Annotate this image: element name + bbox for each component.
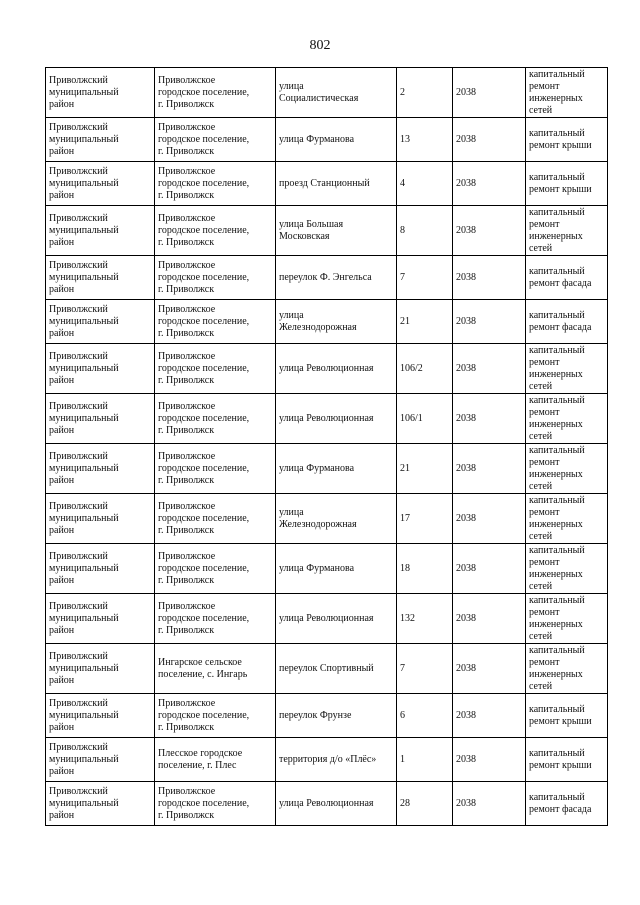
year-cell-text: 2038 [456, 362, 476, 374]
year-cell [453, 256, 526, 300]
house-number-cell [397, 206, 453, 256]
house-number-cell [397, 694, 453, 738]
street-cell [276, 782, 397, 826]
table-row [46, 694, 608, 738]
year-cell-text: 2038 [456, 753, 476, 765]
house-number-cell [397, 394, 453, 444]
year-cell [453, 782, 526, 826]
works-type-cell [526, 494, 608, 544]
district-cell [46, 594, 155, 644]
street-cell [276, 738, 397, 782]
street-cell [276, 300, 397, 344]
street-cell [276, 594, 397, 644]
table-row [46, 782, 608, 826]
district-cell [46, 694, 155, 738]
house-number-cell-text: 1 [400, 753, 405, 765]
year-cell [453, 694, 526, 738]
year-cell [453, 344, 526, 394]
street-cell-text: переулок Фрунзе [279, 709, 352, 721]
year-cell [453, 206, 526, 256]
works-type-cell [526, 118, 608, 162]
year-cell-text: 2038 [456, 512, 476, 524]
district-cell [46, 256, 155, 300]
works-type-cell [526, 206, 608, 256]
street-cell [276, 394, 397, 444]
house-number-cell [397, 118, 453, 162]
street-cell [276, 444, 397, 494]
year-cell [453, 300, 526, 344]
year-cell [453, 594, 526, 644]
works-type-cell [526, 394, 608, 444]
works-type-cell-text: капитальный ремонт фасада [529, 791, 592, 815]
district-cell-text: Приволжский муниципальный район [49, 785, 119, 821]
works-type-cell-text: капитальный ремонт инженерных сетей [529, 644, 585, 692]
year-cell-text: 2038 [456, 462, 476, 474]
works-type-cell [526, 300, 608, 344]
table-row [46, 162, 608, 206]
works-type-cell [526, 594, 608, 644]
works-type-cell [526, 544, 608, 594]
settlement-cell-text: Приволжское городское поселение, г. Приволжск [158, 121, 250, 157]
street-cell [276, 256, 397, 300]
works-type-cell-text: капитальный ремонт фасада [529, 309, 592, 333]
house-number-cell-text: 13 [400, 133, 410, 145]
settlement-cell-text: Плесское городское поселение, г. Плес [158, 747, 243, 771]
settlement-cell-text: Ингарское сельское поселение, с. Ингарь [158, 656, 248, 680]
page-number: 802 [309, 38, 331, 53]
settlement-cell-text: Приволжское городское поселение, г. Приволжск [158, 74, 250, 110]
house-number-cell [397, 344, 453, 394]
settlement-cell-text: Приволжское городское поселение, г. Приволжск [158, 550, 250, 586]
settlement-cell-text: Приволжское городское поселение, г. Приволжск [158, 450, 250, 486]
district-cell [46, 344, 155, 394]
table-row [46, 118, 608, 162]
house-number-cell-text: 21 [400, 315, 410, 327]
house-number-cell [397, 544, 453, 594]
settlement-cell [155, 344, 276, 394]
house-number-cell-text: 7 [400, 662, 405, 674]
settlement-cell-text: Приволжское городское поселение, г. Приволжск [158, 400, 250, 436]
district-cell-text: Приволжский муниципальный район [49, 74, 119, 110]
district-cell-text: Приволжский муниципальный район [49, 212, 119, 248]
street-cell [276, 206, 397, 256]
house-number-cell-text: 2 [400, 86, 405, 98]
district-cell [46, 444, 155, 494]
district-cell [46, 394, 155, 444]
street-cell-text: улица Революционная [279, 362, 374, 374]
year-cell [453, 444, 526, 494]
district-cell [46, 118, 155, 162]
table-row [46, 300, 608, 344]
year-cell-text: 2038 [456, 662, 476, 674]
works-type-cell [526, 444, 608, 494]
year-cell [453, 68, 526, 118]
district-cell [46, 206, 155, 256]
works-type-cell-text: капитальный ремонт фасада [529, 265, 592, 289]
settlement-cell-text: Приволжское городское поселение, г. Приволжск [158, 785, 250, 821]
works-type-cell [526, 68, 608, 118]
street-cell [276, 494, 397, 544]
house-number-cell-text: 132 [400, 612, 415, 624]
works-type-cell-text: капитальный ремонт крыши [529, 747, 592, 771]
street-cell [276, 162, 397, 206]
table-row [46, 444, 608, 494]
house-number-cell-text: 8 [400, 224, 405, 236]
settlement-cell [155, 394, 276, 444]
street-cell-text: улица Большая Московская [279, 218, 344, 242]
house-number-cell [397, 738, 453, 782]
house-number-cell [397, 644, 453, 694]
table-body [46, 68, 608, 826]
works-type-cell [526, 738, 608, 782]
works-type-cell [526, 644, 608, 694]
district-cell [46, 644, 155, 694]
house-number-cell [397, 256, 453, 300]
district-cell [46, 300, 155, 344]
district-cell-text: Приволжский муниципальный район [49, 697, 119, 733]
works-type-cell-text: капитальный ремонт крыши [529, 703, 592, 727]
works-type-cell [526, 256, 608, 300]
district-cell [46, 162, 155, 206]
works-type-cell-text: капитальный ремонт крыши [529, 171, 592, 195]
house-number-cell [397, 444, 453, 494]
year-cell [453, 494, 526, 544]
settlement-cell-text: Приволжское городское поселение, г. Приволжск [158, 165, 250, 201]
district-cell-text: Приволжский муниципальный район [49, 121, 119, 157]
settlement-cell [155, 206, 276, 256]
settlement-cell-text: Приволжское городское поселение, г. Приволжск [158, 259, 250, 295]
settlement-cell [155, 544, 276, 594]
settlement-cell [155, 738, 276, 782]
house-number-cell-text: 106/1 [400, 412, 423, 424]
district-cell [46, 494, 155, 544]
table-row [46, 344, 608, 394]
settlement-cell [155, 694, 276, 738]
district-cell-text: Приволжский муниципальный район [49, 550, 119, 586]
table-row [46, 256, 608, 300]
settlement-cell [155, 594, 276, 644]
works-type-cell-text: капитальный ремонт инженерных сетей [529, 494, 585, 542]
district-cell-text: Приволжский муниципальный район [49, 500, 119, 536]
street-cell-text: территория д/о «Плёс» [279, 753, 377, 765]
year-cell [453, 738, 526, 782]
district-cell [46, 782, 155, 826]
table-row [46, 644, 608, 694]
works-type-cell-text: капитальный ремонт инженерных сетей [529, 544, 585, 592]
settlement-cell-text: Приволжское городское поселение, г. Приволжск [158, 212, 250, 248]
house-number-cell [397, 68, 453, 118]
works-type-cell-text: капитальный ремонт инженерных сетей [529, 594, 585, 642]
works-type-cell [526, 344, 608, 394]
settlement-cell [155, 68, 276, 118]
street-cell-text: переулок Спортивный [279, 662, 374, 674]
table-row [46, 68, 608, 118]
house-number-cell [397, 162, 453, 206]
year-cell-text: 2038 [456, 133, 476, 145]
settlement-cell-text: Приволжское городское поселение, г. Приволжск [158, 600, 250, 636]
street-cell-text: улица Фурманова [279, 133, 355, 145]
house-number-cell [397, 300, 453, 344]
street-cell-text: улица Революционная [279, 412, 374, 424]
year-cell [453, 544, 526, 594]
year-cell-text: 2038 [456, 177, 476, 189]
year-cell-text: 2038 [456, 612, 476, 624]
table-row [46, 494, 608, 544]
house-number-cell [397, 594, 453, 644]
street-cell-text: улица Социалистическая [279, 80, 359, 104]
works-type-cell [526, 782, 608, 826]
street-cell [276, 544, 397, 594]
settlement-cell [155, 644, 276, 694]
street-cell-text: улица Революционная [279, 612, 374, 624]
works-type-cell-text: капитальный ремонт инженерных сетей [529, 68, 585, 116]
works-type-cell-text: капитальный ремонт инженерных сетей [529, 206, 585, 254]
works-type-cell [526, 162, 608, 206]
street-cell [276, 118, 397, 162]
street-cell-text: улица Фурманова [279, 562, 355, 574]
district-cell-text: Приволжский муниципальный район [49, 350, 119, 386]
district-cell-text: Приволжский муниципальный район [49, 400, 119, 436]
district-cell [46, 738, 155, 782]
district-cell [46, 68, 155, 118]
settlement-cell-text: Приволжское городское поселение, г. Приволжск [158, 500, 250, 536]
street-cell-text: улица Железнодорожная [279, 506, 357, 530]
table-row [46, 394, 608, 444]
year-cell-text: 2038 [456, 86, 476, 98]
table-row [46, 594, 608, 644]
table-row [46, 544, 608, 594]
repair-schedule-table [45, 67, 608, 826]
year-cell-text: 2038 [456, 709, 476, 721]
year-cell [453, 118, 526, 162]
year-cell-text: 2038 [456, 315, 476, 327]
district-cell-text: Приволжский муниципальный район [49, 450, 119, 486]
settlement-cell [155, 444, 276, 494]
house-number-cell-text: 28 [400, 797, 410, 809]
house-number-cell-text: 7 [400, 271, 405, 283]
house-number-cell-text: 106/2 [400, 362, 423, 374]
street-cell [276, 344, 397, 394]
year-cell [453, 644, 526, 694]
year-cell-text: 2038 [456, 271, 476, 283]
works-type-cell-text: капитальный ремонт инженерных сетей [529, 344, 585, 392]
street-cell-text: улица Железнодорожная [279, 309, 357, 333]
street-cell-text: проезд Станционный [279, 177, 370, 189]
district-cell-text: Приволжский муниципальный район [49, 303, 119, 339]
table-row [46, 738, 608, 782]
settlement-cell-text: Приволжское городское поселение, г. Приволжск [158, 303, 250, 339]
house-number-cell [397, 494, 453, 544]
house-number-cell-text: 17 [400, 512, 410, 524]
district-cell-text: Приволжский муниципальный район [49, 650, 119, 686]
house-number-cell-text: 4 [400, 177, 405, 189]
works-type-cell-text: капитальный ремонт инженерных сетей [529, 394, 585, 442]
settlement-cell [155, 494, 276, 544]
district-cell [46, 544, 155, 594]
house-number-cell [397, 782, 453, 826]
year-cell-text: 2038 [456, 412, 476, 424]
settlement-cell [155, 162, 276, 206]
house-number-cell-text: 18 [400, 562, 410, 574]
table-row [46, 206, 608, 256]
settlement-cell [155, 118, 276, 162]
street-cell-text: переулок Ф. Энгельса [279, 271, 372, 283]
district-cell-text: Приволжский муниципальный район [49, 259, 119, 295]
settlement-cell [155, 782, 276, 826]
works-type-cell-text: капитальный ремонт инженерных сетей [529, 444, 585, 492]
year-cell [453, 162, 526, 206]
street-cell [276, 68, 397, 118]
house-number-cell-text: 21 [400, 462, 410, 474]
street-cell-text: улица Революционная [279, 797, 374, 809]
district-cell-text: Приволжский муниципальный район [49, 600, 119, 636]
year-cell-text: 2038 [456, 562, 476, 574]
year-cell [453, 394, 526, 444]
works-type-cell [526, 694, 608, 738]
settlement-cell-text: Приволжское городское поселение, г. Приволжск [158, 697, 250, 733]
district-cell-text: Приволжский муниципальный район [49, 741, 119, 777]
year-cell-text: 2038 [456, 797, 476, 809]
street-cell-text: улица Фурманова [279, 462, 355, 474]
settlement-cell [155, 300, 276, 344]
house-number-cell-text: 6 [400, 709, 405, 721]
works-type-cell-text: капитальный ремонт крыши [529, 127, 592, 151]
street-cell [276, 644, 397, 694]
street-cell [276, 694, 397, 738]
settlement-cell [155, 256, 276, 300]
year-cell-text: 2038 [456, 224, 476, 236]
settlement-cell-text: Приволжское городское поселение, г. Приволжск [158, 350, 250, 386]
district-cell-text: Приволжский муниципальный район [49, 165, 119, 201]
